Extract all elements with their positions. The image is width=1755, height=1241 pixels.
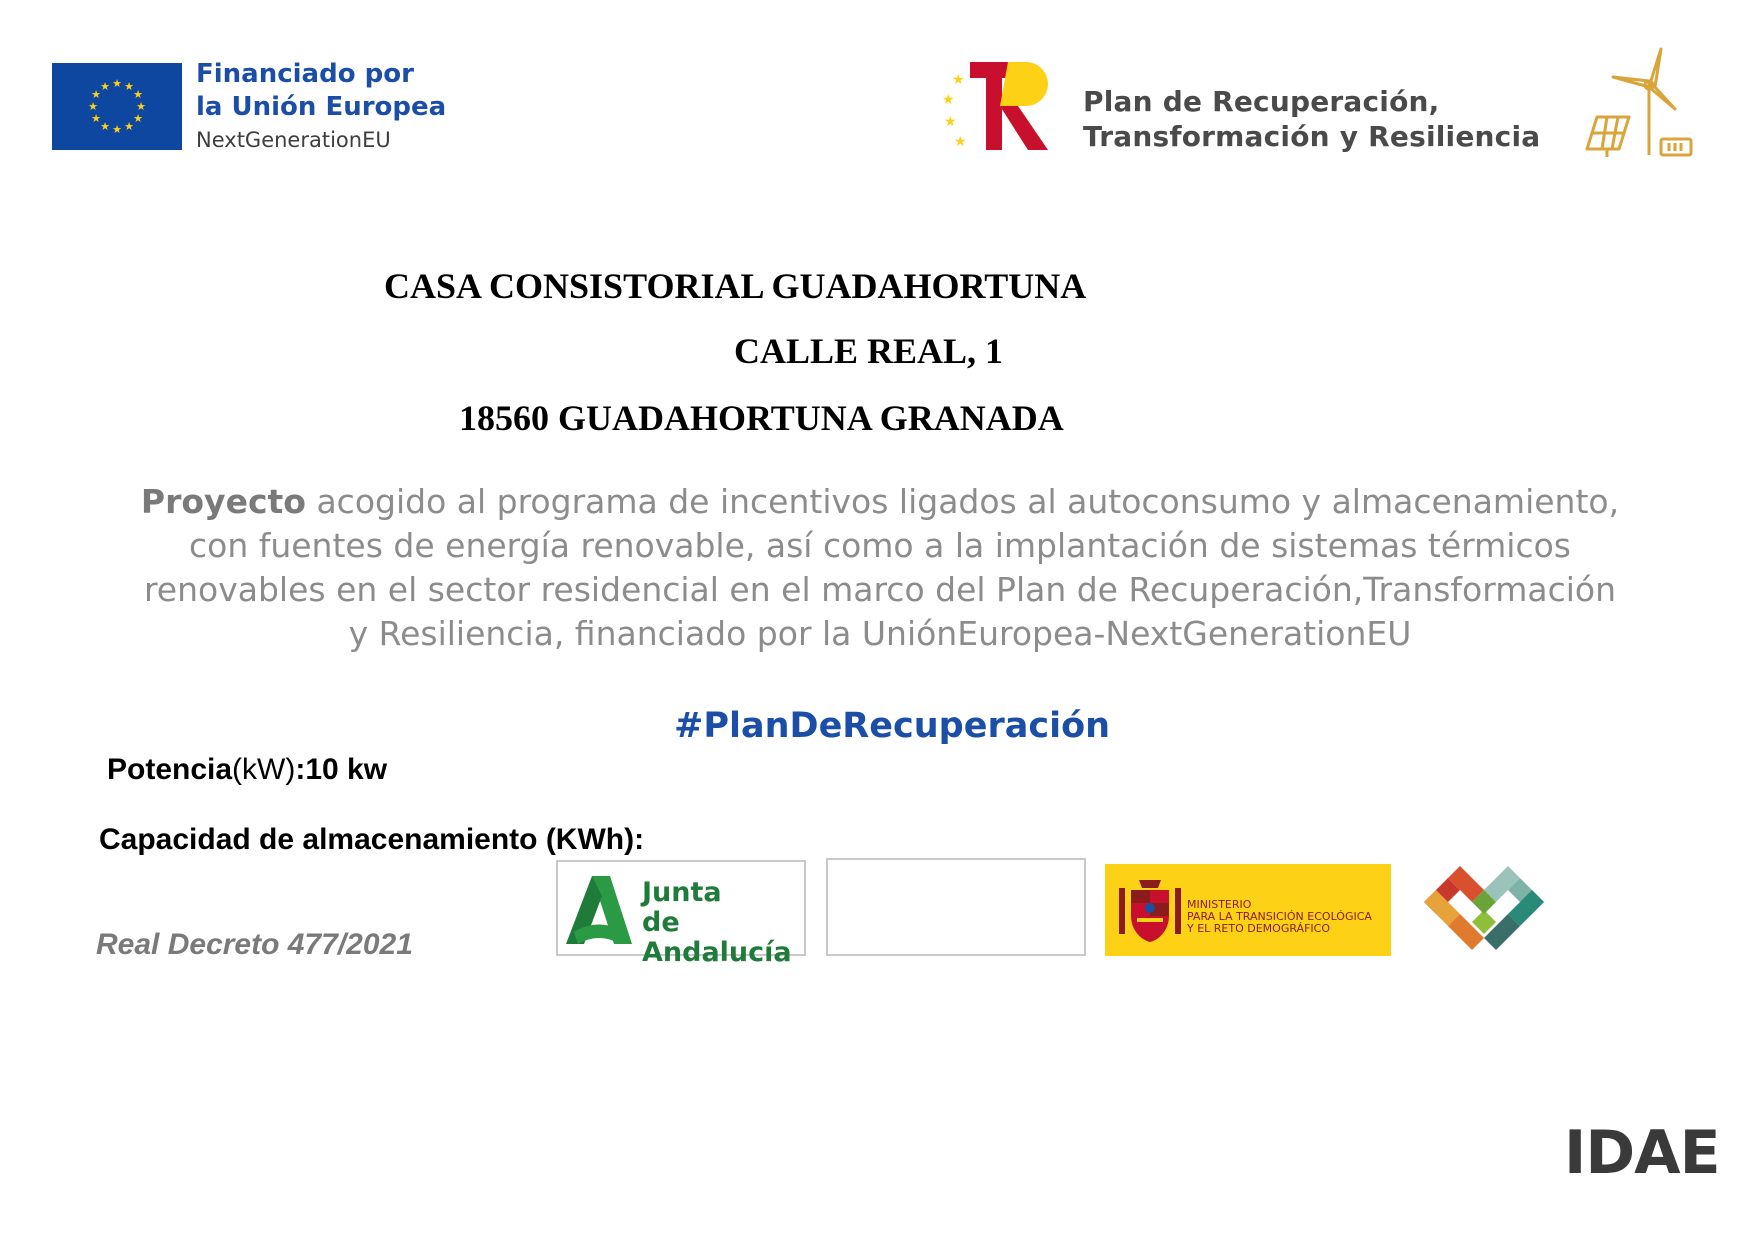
eu-funding-text bbox=[196, 58, 446, 157]
storage-capacity-label: Capacidad de almacenamiento (KWh): bbox=[99, 823, 645, 856]
power-label: Potencia bbox=[107, 753, 233, 786]
svg-text:★: ★ bbox=[944, 114, 957, 130]
svg-text:★: ★ bbox=[124, 80, 134, 93]
project-description bbox=[130, 480, 1630, 656]
ministry-logo bbox=[1105, 864, 1391, 956]
svg-text:★: ★ bbox=[112, 77, 122, 90]
power-value: :10 kw bbox=[295, 753, 388, 786]
svg-text:★: ★ bbox=[954, 134, 967, 150]
eu-line-3: NextGenerationEU bbox=[196, 128, 391, 152]
wind-solar-battery-icon bbox=[1583, 47, 1695, 162]
svg-text:★: ★ bbox=[88, 100, 98, 113]
prtr-line-1: Plan de Recuperación, bbox=[1083, 85, 1440, 118]
idae-logo-text: IDAE bbox=[1564, 1118, 1720, 1188]
svg-text:★: ★ bbox=[91, 88, 101, 101]
svg-text:★: ★ bbox=[942, 92, 955, 108]
empty-logo-placeholder bbox=[826, 858, 1086, 956]
svg-text:★: ★ bbox=[124, 120, 134, 133]
spain-coat-of-arms-icon bbox=[1117, 878, 1183, 946]
ministry-line-3: Y EL RETO DEMOGRÁFICO bbox=[1187, 922, 1330, 935]
power-unit: (kW) bbox=[232, 753, 296, 786]
power-line bbox=[107, 753, 387, 787]
ministry-text bbox=[1187, 899, 1372, 935]
address-street: CALLE REAL, 1 bbox=[734, 331, 1004, 371]
eu-line-1: Financiado por bbox=[196, 59, 414, 89]
svg-text:★: ★ bbox=[136, 100, 146, 113]
decree-reference: Real Decreto 477/2021 bbox=[96, 928, 413, 961]
ministry-line-2: PARA LA TRANSICIÓN ECOLÓGICA bbox=[1187, 910, 1372, 923]
address-city: 18560 GUADAHORTUNA GRANADA bbox=[459, 398, 1064, 438]
ministry-line-1: MINISTERIO bbox=[1187, 898, 1252, 911]
junta-andalucia-text bbox=[642, 878, 804, 968]
junta-line-2: de Andalucía bbox=[642, 907, 792, 968]
junta-andalucia-icon bbox=[564, 872, 634, 948]
junta-andalucia-logo bbox=[556, 860, 806, 968]
prtr-line-2: Transformación y Resiliencia bbox=[1083, 120, 1541, 153]
hashtag: #PlanDeRecuperación bbox=[674, 706, 1111, 746]
svg-text:★: ★ bbox=[100, 80, 110, 93]
description-body: acogido al programa de incentivos ligados al autoconsumo y almacenamiento, con fuentes de energía renovable, así como a la implantación de sistemas térmicos renovables en el sector residencial en el marco del Plan de Recuperación,Transformación y Resiliencia, financiado por la UniónEuropea-NextGenerationEU bbox=[143, 482, 1620, 653]
prtr-title bbox=[1083, 84, 1540, 154]
prtr-logo-icon bbox=[938, 54, 1058, 154]
eu-flag-icon bbox=[52, 63, 182, 150]
svg-text:★: ★ bbox=[100, 120, 110, 133]
address-building: CASA CONSISTORIAL GUADAHORTUNA bbox=[384, 266, 1087, 306]
svg-text:★: ★ bbox=[91, 112, 101, 125]
idae-emblem-icon bbox=[1414, 862, 1554, 958]
svg-text:★: ★ bbox=[133, 88, 143, 101]
description-lead: Proyecto bbox=[140, 482, 306, 521]
junta-line-1: Junta bbox=[642, 877, 722, 908]
svg-text:★: ★ bbox=[112, 123, 122, 136]
eu-line-2: la Unión Europea bbox=[196, 92, 447, 122]
svg-text:★: ★ bbox=[133, 112, 143, 125]
svg-text:★: ★ bbox=[952, 72, 965, 88]
